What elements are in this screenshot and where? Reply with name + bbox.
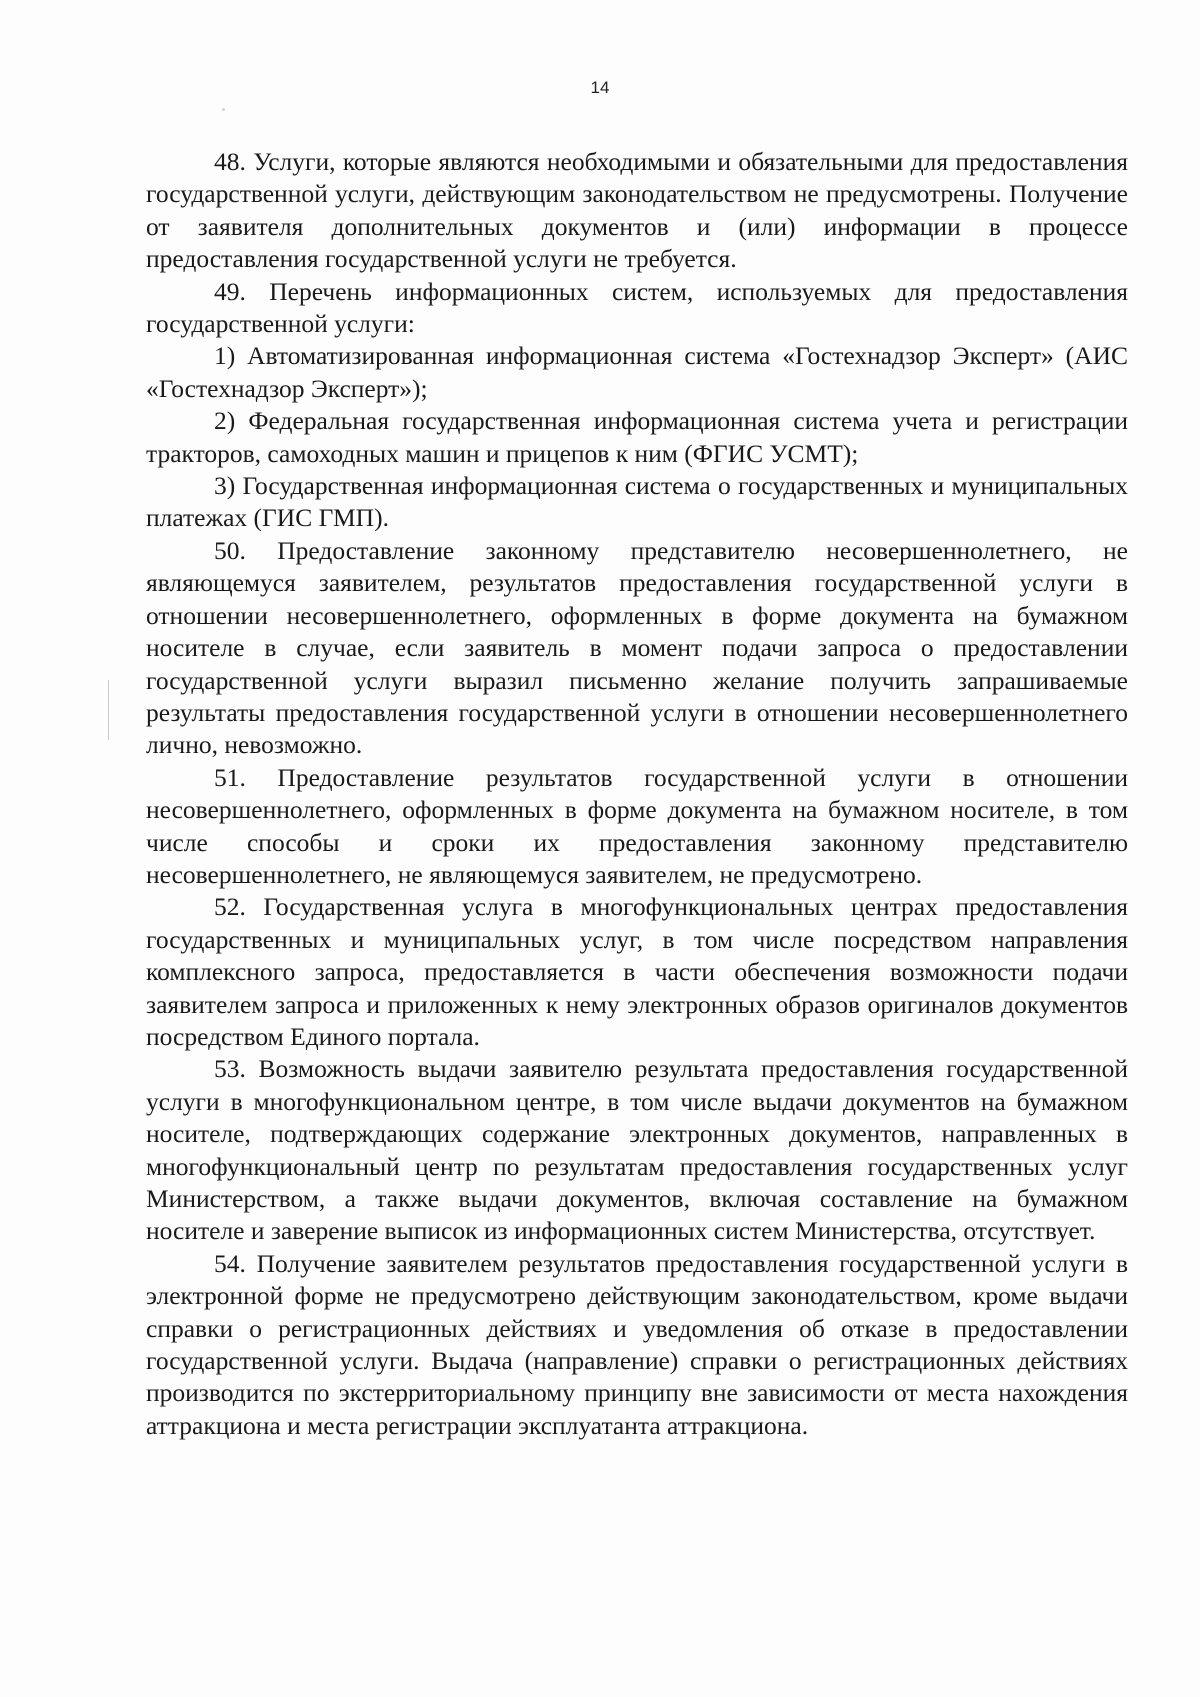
paragraph-49-item-1: 1) Автоматизированная информационная система «Гостехнадзор Эксперт» (АИС «Гостехнадзор Эксперт»); [146,341,1128,403]
scan-artifact [222,108,225,111]
paragraph-50: 50. Предоставление законному представителю несовершеннолетнего, не являющемуся заявителем, результатов предоставления государственной услуги в отношении несовершеннолетнего, оформленных в форме документа на бумажном носителе в случае, если заявитель в момент подачи запроса о предоставлении государственной услуги выразил письменно желание получить запрашиваемые результаты предоставления государственной услуги в отношении несовершеннолетнего лично, невозможно. [146,535,1128,760]
scan-artifact [108,680,109,740]
paragraph-52: 52. Государственная услуга в многофункциональных центрах предоставления государственных и муниципальных услуг, в том числе посредством направления комплексного запроса, предоставляется в части обеспечения возможности подачи заявителем запроса и приложенных к нему электронных образов оригиналов документов посредством Единого портала. [146,892,1128,1051]
document-body [146,146,1128,1442]
page-number: 14 [590,78,610,97]
paragraph-54: 54. Получение заявителем результатов предоставления государственной услуги в электронной форме не предусмотрено действующим законодательством, кроме выдачи справки о регистрационных действиях и уведомления об отказе в предоставлении государственной услуги. Выдача (направление) справки о регистрационных действиях производится по экстерриториальному принципу вне зависимости от места нахождения аттракциона и места регистрации эксплуатанта аттракциона. [146,1248,1128,1440]
paragraph-49-item-3: 3) Государственная информационная система о государственных и муниципальных платежах (ГИС ГМП). [146,471,1128,533]
paragraph-49-item-2: 2) Федеральная государственная информационная система учета и регистрации тракторов, самоходных машин и прицепов к ним (ФГИС УСМТ); [146,406,1128,468]
paragraph-48: 48. Услуги, которые являются необходимыми и обязательными для предоставления государственной услуги, действующим законодательством не предусмотрены. Получение от заявителя дополнительных документов и (или) информации в процессе предоставления государственной услуги не требуется. [146,147,1128,274]
paragraph-53: 53. Возможность выдачи заявителю результата предоставления государственной услуги в многофункциональном центре, в том числе выдачи документов на бумажном носителе, подтверждающих содержание электронных документов, направленных в многофункциональный центр по результатам предоставления государственных услуг Министерством, а также выдачи документов, включая составление на бумажном носителе и заверение выписок из информационных систем Министерства, отсутствует. [146,1054,1128,1246]
paragraph-49: 49. Перечень информационных систем, используемых для предоставления государственной услуги: [146,276,1128,339]
paragraph-51: 51. Предоставление результатов государственной услуги в отношении несовершеннолетнего, оформленных в форме документа на бумажном носителе, в том числе способы и сроки их предоставления законному представителю несовершеннолетнего, не являющемуся заявителем, не предусмотрено. [146,762,1128,889]
